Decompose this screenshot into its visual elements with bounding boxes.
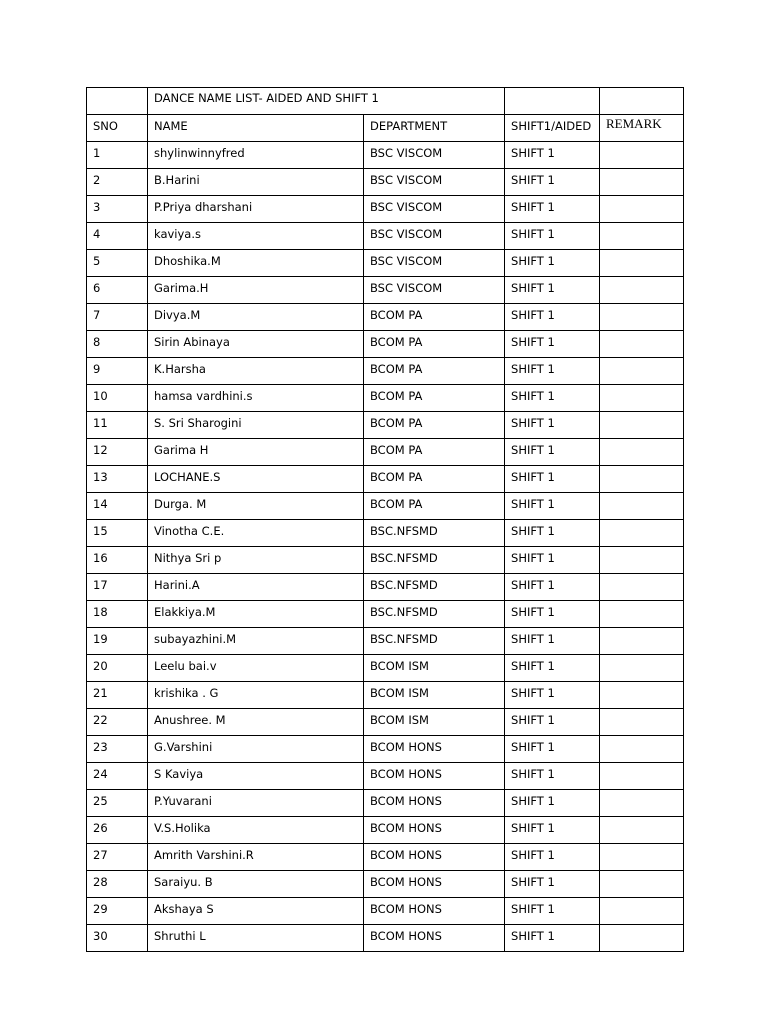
cell-name: P.Priya dharshani xyxy=(148,196,364,223)
cell-department: BCOM ISM xyxy=(364,682,505,709)
dance-name-table xyxy=(86,87,684,952)
cell-remark xyxy=(600,790,684,817)
cell-remark xyxy=(600,547,684,574)
table-row xyxy=(87,142,684,169)
table-row xyxy=(87,871,684,898)
cell-department: BCOM HONS xyxy=(364,925,505,952)
cell-department: BSC.NFSMD xyxy=(364,520,505,547)
cell-name: K.Harsha xyxy=(148,358,364,385)
cell-department: BCOM PA xyxy=(364,358,505,385)
cell-department: BSC VISCOM xyxy=(364,196,505,223)
cell-department: BCOM ISM xyxy=(364,709,505,736)
cell-name: G.Varshini xyxy=(148,736,364,763)
cell-remark xyxy=(600,142,684,169)
cell-sno: 1 xyxy=(87,142,148,169)
cell-shift: SHIFT 1 xyxy=(505,628,600,655)
cell-name: Garima.H xyxy=(148,277,364,304)
cell-sno: 25 xyxy=(87,790,148,817)
cell-sno: 26 xyxy=(87,817,148,844)
cell-department: BSC VISCOM xyxy=(364,223,505,250)
cell-remark xyxy=(600,628,684,655)
cell-department: BCOM PA xyxy=(364,493,505,520)
cell-remark xyxy=(600,601,684,628)
cell-remark xyxy=(600,196,684,223)
cell-shift: SHIFT 1 xyxy=(505,169,600,196)
table-row xyxy=(87,547,684,574)
cell-shift: SHIFT 1 xyxy=(505,358,600,385)
cell-shift: SHIFT 1 xyxy=(505,547,600,574)
table-row xyxy=(87,682,684,709)
table-row xyxy=(87,763,684,790)
table-row xyxy=(87,439,684,466)
cell-sno: 10 xyxy=(87,385,148,412)
cell-remark xyxy=(600,682,684,709)
cell-shift: SHIFT 1 xyxy=(505,790,600,817)
header-sno: SNO xyxy=(87,115,148,142)
cell-shift: SHIFT 1 xyxy=(505,844,600,871)
table-row xyxy=(87,844,684,871)
cell-remark xyxy=(600,736,684,763)
header-remark: REMARK xyxy=(600,115,684,142)
cell-department: BCOM HONS xyxy=(364,844,505,871)
cell-shift: SHIFT 1 xyxy=(505,817,600,844)
cell-department: BSC.NFSMD xyxy=(364,601,505,628)
cell-name: S Kaviya xyxy=(148,763,364,790)
cell-department: BSC.NFSMD xyxy=(364,628,505,655)
table-row xyxy=(87,385,684,412)
cell-name: Sirin Abinaya xyxy=(148,331,364,358)
cell-shift: SHIFT 1 xyxy=(505,763,600,790)
table-row xyxy=(87,790,684,817)
title-empty-cell xyxy=(505,88,600,115)
cell-sno: 4 xyxy=(87,223,148,250)
cell-remark xyxy=(600,493,684,520)
cell-shift: SHIFT 1 xyxy=(505,331,600,358)
cell-department: BCOM HONS xyxy=(364,763,505,790)
table-row xyxy=(87,304,684,331)
table-row xyxy=(87,331,684,358)
cell-shift: SHIFT 1 xyxy=(505,682,600,709)
cell-sno: 14 xyxy=(87,493,148,520)
cell-name: Saraiyu. B xyxy=(148,871,364,898)
title-row xyxy=(87,88,684,115)
cell-shift: SHIFT 1 xyxy=(505,142,600,169)
cell-department: BSC VISCOM xyxy=(364,169,505,196)
table-row xyxy=(87,925,684,952)
table-row xyxy=(87,412,684,439)
table-row xyxy=(87,358,684,385)
cell-department: BCOM HONS xyxy=(364,790,505,817)
cell-sno: 24 xyxy=(87,763,148,790)
table-row xyxy=(87,628,684,655)
table-row xyxy=(87,655,684,682)
cell-name: LOCHANE.S xyxy=(148,466,364,493)
cell-remark xyxy=(600,817,684,844)
cell-shift: SHIFT 1 xyxy=(505,304,600,331)
table-row xyxy=(87,277,684,304)
cell-name: B.Harini xyxy=(148,169,364,196)
cell-shift: SHIFT 1 xyxy=(505,466,600,493)
cell-name: S. Sri Sharogini xyxy=(148,412,364,439)
cell-remark xyxy=(600,358,684,385)
cell-shift: SHIFT 1 xyxy=(505,439,600,466)
table-title: DANCE NAME LIST- AIDED AND SHIFT 1 xyxy=(148,88,505,115)
cell-sno: 7 xyxy=(87,304,148,331)
cell-sno: 29 xyxy=(87,898,148,925)
cell-name: Nithya Sri p xyxy=(148,547,364,574)
cell-sno: 3 xyxy=(87,196,148,223)
cell-remark xyxy=(600,385,684,412)
cell-remark xyxy=(600,655,684,682)
cell-shift: SHIFT 1 xyxy=(505,385,600,412)
cell-name: Harini.A xyxy=(148,574,364,601)
cell-sno: 11 xyxy=(87,412,148,439)
cell-remark xyxy=(600,169,684,196)
cell-name: hamsa vardhini.s xyxy=(148,385,364,412)
cell-department: BCOM ISM xyxy=(364,655,505,682)
cell-department: BCOM PA xyxy=(364,304,505,331)
cell-shift: SHIFT 1 xyxy=(505,871,600,898)
cell-sno: 18 xyxy=(87,601,148,628)
cell-sno: 6 xyxy=(87,277,148,304)
cell-sno: 8 xyxy=(87,331,148,358)
header-name: NAME xyxy=(148,115,364,142)
table-row xyxy=(87,736,684,763)
cell-name: krishika . G xyxy=(148,682,364,709)
cell-name: Shruthi L xyxy=(148,925,364,952)
cell-shift: SHIFT 1 xyxy=(505,655,600,682)
table-row xyxy=(87,466,684,493)
table-row xyxy=(87,520,684,547)
cell-department: BCOM PA xyxy=(364,412,505,439)
cell-sno: 28 xyxy=(87,871,148,898)
table-row xyxy=(87,898,684,925)
cell-remark xyxy=(600,925,684,952)
cell-sno: 9 xyxy=(87,358,148,385)
title-empty-cell xyxy=(600,88,684,115)
cell-remark xyxy=(600,223,684,250)
cell-shift: SHIFT 1 xyxy=(505,520,600,547)
cell-name: P.Yuvarani xyxy=(148,790,364,817)
cell-remark xyxy=(600,439,684,466)
cell-name: kaviya.s xyxy=(148,223,364,250)
cell-department: BCOM PA xyxy=(364,385,505,412)
cell-shift: SHIFT 1 xyxy=(505,277,600,304)
cell-remark xyxy=(600,412,684,439)
document-page xyxy=(86,87,683,943)
cell-shift: SHIFT 1 xyxy=(505,493,600,520)
cell-sno: 17 xyxy=(87,574,148,601)
cell-remark xyxy=(600,763,684,790)
table-row xyxy=(87,169,684,196)
cell-department: BCOM HONS xyxy=(364,736,505,763)
cell-remark xyxy=(600,871,684,898)
cell-name: Elakkiya.M xyxy=(148,601,364,628)
cell-name: Leelu bai.v xyxy=(148,655,364,682)
cell-sno: 19 xyxy=(87,628,148,655)
title-empty-cell xyxy=(87,88,148,115)
cell-shift: SHIFT 1 xyxy=(505,709,600,736)
table-row xyxy=(87,574,684,601)
cell-department: BSC.NFSMD xyxy=(364,547,505,574)
cell-sno: 27 xyxy=(87,844,148,871)
cell-department: BCOM HONS xyxy=(364,871,505,898)
cell-shift: SHIFT 1 xyxy=(505,925,600,952)
table-row xyxy=(87,817,684,844)
cell-name: subayazhini.M xyxy=(148,628,364,655)
table-row xyxy=(87,223,684,250)
table-row xyxy=(87,601,684,628)
cell-shift: SHIFT 1 xyxy=(505,412,600,439)
header-department: DEPARTMENT xyxy=(364,115,505,142)
cell-sno: 5 xyxy=(87,250,148,277)
table-body xyxy=(87,88,684,952)
cell-shift: SHIFT 1 xyxy=(505,223,600,250)
cell-remark xyxy=(600,520,684,547)
cell-department: BCOM PA xyxy=(364,439,505,466)
cell-name: Akshaya S xyxy=(148,898,364,925)
cell-name: Divya.M xyxy=(148,304,364,331)
cell-remark xyxy=(600,250,684,277)
cell-name: Durga. M xyxy=(148,493,364,520)
cell-name: Amrith Varshini.R xyxy=(148,844,364,871)
table-row xyxy=(87,196,684,223)
cell-remark xyxy=(600,709,684,736)
cell-department: BSC VISCOM xyxy=(364,250,505,277)
cell-sno: 16 xyxy=(87,547,148,574)
cell-shift: SHIFT 1 xyxy=(505,574,600,601)
cell-remark xyxy=(600,898,684,925)
cell-name: V.S.Holika xyxy=(148,817,364,844)
cell-name: Garima H xyxy=(148,439,364,466)
cell-name: Anushree. M xyxy=(148,709,364,736)
cell-remark xyxy=(600,466,684,493)
cell-remark xyxy=(600,304,684,331)
table-row xyxy=(87,493,684,520)
table-row xyxy=(87,250,684,277)
cell-department: BCOM PA xyxy=(364,331,505,358)
cell-name: Dhoshika.M xyxy=(148,250,364,277)
cell-sno: 22 xyxy=(87,709,148,736)
cell-remark xyxy=(600,574,684,601)
cell-shift: SHIFT 1 xyxy=(505,250,600,277)
cell-department: BSC VISCOM xyxy=(364,142,505,169)
header-shift: SHIFT1/AIDED xyxy=(505,115,600,142)
cell-sno: 30 xyxy=(87,925,148,952)
cell-shift: SHIFT 1 xyxy=(505,736,600,763)
cell-sno: 23 xyxy=(87,736,148,763)
cell-department: BCOM HONS xyxy=(364,817,505,844)
cell-sno: 21 xyxy=(87,682,148,709)
cell-shift: SHIFT 1 xyxy=(505,898,600,925)
cell-name: Vinotha C.E. xyxy=(148,520,364,547)
cell-department: BSC.NFSMD xyxy=(364,574,505,601)
cell-remark xyxy=(600,844,684,871)
table-row xyxy=(87,709,684,736)
cell-name: shylinwinnyfred xyxy=(148,142,364,169)
cell-sno: 15 xyxy=(87,520,148,547)
cell-department: BCOM PA xyxy=(364,466,505,493)
cell-department: BSC VISCOM xyxy=(364,277,505,304)
cell-sno: 13 xyxy=(87,466,148,493)
cell-shift: SHIFT 1 xyxy=(505,601,600,628)
cell-department: BCOM HONS xyxy=(364,898,505,925)
cell-sno: 2 xyxy=(87,169,148,196)
cell-remark xyxy=(600,277,684,304)
header-row xyxy=(87,115,684,142)
cell-shift: SHIFT 1 xyxy=(505,196,600,223)
cell-sno: 20 xyxy=(87,655,148,682)
cell-remark xyxy=(600,331,684,358)
cell-sno: 12 xyxy=(87,439,148,466)
